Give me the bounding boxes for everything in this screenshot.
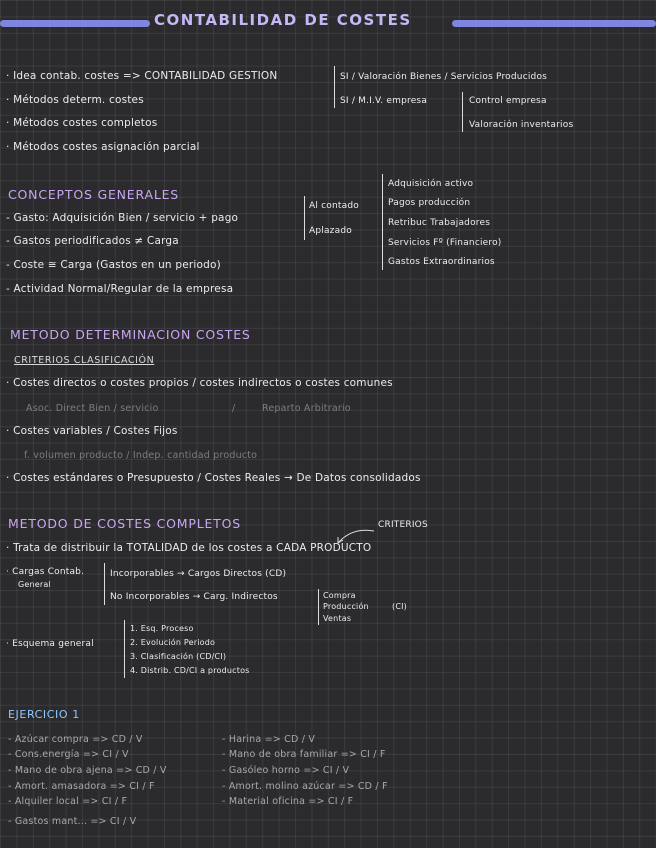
section-metodo-comp-heading: METODO DE COSTES COMPLETOS xyxy=(8,516,241,531)
esquema-divider xyxy=(124,620,125,678)
ejercicio-right-item: - Amort. molino azúcar => CD / F xyxy=(222,781,388,792)
criterio-estandares: · Costes estándares o Presupuesto / Costes Reales → De Datos consolidados xyxy=(6,472,421,484)
ejercicio-left-item: - Amort. amasadora => CI / F xyxy=(8,781,155,792)
section-ejercicio-heading: EJERCICIO 1 xyxy=(8,708,80,721)
section-metodo-det-heading: METODO DETERMINACION COSTES xyxy=(10,327,251,342)
intro-branch-miv: SI / M.I.V. empresa xyxy=(340,96,428,106)
cargas-incorporables: Incorporables → Cargos Directos (CD) xyxy=(110,569,287,579)
conceptos-list-item: Pagos producción xyxy=(388,198,471,208)
title-bar-right xyxy=(452,20,656,27)
esquema-general-label: · Esquema general xyxy=(6,639,94,649)
ci-list-item: Producción xyxy=(323,602,369,611)
esquema-step: 2. Evolución Periodo xyxy=(130,638,216,647)
esquema-step: 3. Clasificación (CD/CI) xyxy=(130,652,227,661)
criterios-label: CRITERIOS xyxy=(378,520,428,530)
conceptos-list-item: Adquisición activo xyxy=(388,179,474,189)
ejercicio-left-item: - Alquiler local => CI / F xyxy=(8,796,128,807)
ci-divider xyxy=(318,589,319,625)
ci-list-item: Compra xyxy=(323,591,356,600)
criterio-indirectos-note: Reparto Arbitrario xyxy=(262,403,351,414)
ejercicio-left-item: - Mano de obra ajena => CD / V xyxy=(8,765,167,776)
intro-divider xyxy=(334,66,335,108)
ejercicio-left-item: - Cons.energía => CI / V xyxy=(8,749,129,760)
intro-sub-divider xyxy=(462,92,463,132)
cargas-no-incorporables: No Incorporables → Carg. Indirectos xyxy=(110,592,278,602)
ejercicio-right-item: - Harina => CD / V xyxy=(222,734,316,745)
concepto-actividad: - Actividad Normal/Regular de la empresa xyxy=(6,283,234,295)
conceptos-list-item: Gastos Extraordinarios xyxy=(388,257,495,267)
conceptos-list-item: Retribuc Trabajadores xyxy=(388,218,491,228)
metodo-comp-trata: · Trata de distribuir la TOTALIDAD de los costes a CADA PRODUCTO xyxy=(6,542,372,554)
esquema-step: 4. Distrib. CD/CI a productos xyxy=(130,666,250,675)
criterio-variables: · Costes variables / Costes Fijos xyxy=(6,425,178,437)
gasto-al-contado: Al contado xyxy=(309,201,359,211)
conceptos-list-item: Servicios Fº (Financiero) xyxy=(388,238,502,248)
intro-line-4: · Métodos costes asignación parcial xyxy=(6,141,200,153)
ejercicio-left-item: - Gastos mant... => CI / V xyxy=(8,816,137,827)
page-title: CONTABILIDAD DE COSTES xyxy=(154,11,412,29)
gasto-divider xyxy=(304,196,305,240)
cargas-contab-label-2: General xyxy=(18,580,51,589)
intro-branch-valoracion: SI / Valoración Bienes / Servicios Producidos xyxy=(340,72,548,82)
esquema-step: 1. Esq. Proceso xyxy=(130,624,194,633)
cargas-contab-label: · Cargas Contab. xyxy=(6,567,85,577)
intro-line-2: · Métodos determ. costes xyxy=(6,94,144,106)
criterio-directos: · Costes directos o costes propios / costes indirectos o costes comunes xyxy=(6,377,393,389)
criterio-directos-note: Asoc. Direct Bien / servicio xyxy=(26,403,159,414)
ejercicio-left-item: - Azúcar compra => CD / V xyxy=(8,734,143,745)
concepto-gasto: - Gasto: Adquisición Bien / servicio + pago xyxy=(6,212,239,224)
conceptos-list-divider xyxy=(382,174,383,270)
criterios-clasificacion-subheading: CRITERIOS CLASIFICACIÓN xyxy=(14,355,155,366)
intro-control: Control empresa xyxy=(469,96,547,106)
ci-label: (CI) xyxy=(392,602,407,611)
section-conceptos-heading: CONCEPTOS GENERALES xyxy=(8,187,180,202)
concepto-gastos-periodificados: - Gastos periodificados ≠ Carga xyxy=(6,235,179,247)
ejercicio-right-item: - Gasóleo horno => CI / V xyxy=(222,765,350,776)
cargas-divider xyxy=(104,563,105,605)
intro-inventarios: Valoración inventarios xyxy=(469,120,574,130)
intro-line-3: · Métodos costes completos xyxy=(6,117,158,129)
ejercicio-right-item: - Material oficina => CI / F xyxy=(222,796,354,807)
ci-list-item: Ventas xyxy=(323,614,352,623)
title-bar-left xyxy=(0,20,150,27)
gasto-aplazado: Aplazado xyxy=(309,226,352,236)
ejercicio-right-item: - Mano de obra familiar => CI / F xyxy=(222,749,386,760)
concepto-coste: - Coste ≅ Carga (Gastos en un periodo) xyxy=(6,259,221,271)
intro-line-1: · Idea contab. costes => CONTABILIDAD GESTION xyxy=(6,70,278,82)
criterio-variables-note: f. volumen producto / Indep. cantidad producto xyxy=(24,450,258,461)
criterio-directos-sep: / xyxy=(232,403,236,414)
